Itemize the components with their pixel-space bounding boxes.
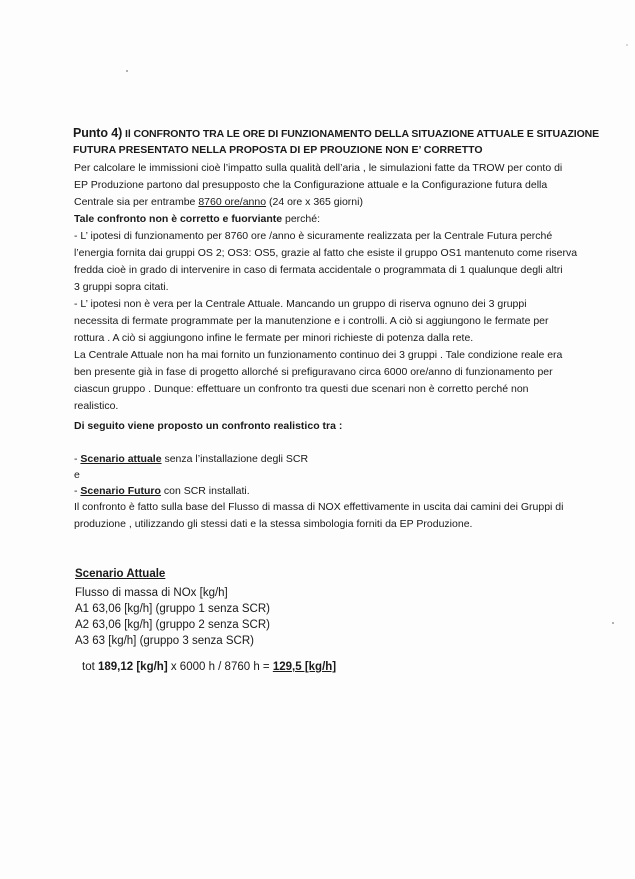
text-line: l’energia fornita dai gruppi OS 2; OS3: OS5, grazie al fatto che esiste il gruppo OS1 mantenuto come riserva <box>74 247 578 259</box>
scenario-title: Scenario Attuale <box>75 568 166 580</box>
section-number: Punto 4) <box>73 126 123 140</box>
text-line <box>74 194 577 211</box>
scan-speck <box>626 44 628 46</box>
text-span: (24 ore x 365 giorni) <box>266 196 363 208</box>
scenario-desc: con SCR installati. <box>160 485 250 497</box>
group-row: A2 63,06 [kg/h] (gruppo 2 senza SCR) <box>75 619 270 631</box>
text-line: produzione , utilizzando gli stessi dati e la stessa simbologia forniti da EP Produzione. <box>74 518 473 530</box>
list-dash: - <box>74 453 81 465</box>
text-line: ben presente già in fase di progetto allorché si prefiguravano circa 6000 ore/anno di funzionamento per <box>74 366 553 378</box>
proposal-heading: Di seguito viene proposto un confronto realistico tra : <box>74 420 343 432</box>
text-line: ciascun gruppo . Dunque: effettuare un confronto tra questi due scenari non è corretto perché non <box>74 383 529 395</box>
scenario-desc: senza l’installazione degli SCR <box>161 453 309 465</box>
text-line: Il confronto è fatto sulla base del Flusso di massa di NOX effettivamente in uscita dai camini dei Gruppi di <box>74 501 564 513</box>
text-line: La Centrale Attuale non ha mai fornito un funzionamento continuo dei 3 gruppi . Tale condizione reale era <box>74 349 563 361</box>
total-formula: x 6000 h / 8760 h = <box>167 661 273 673</box>
intro-paragraph <box>74 160 577 415</box>
scenario-list-item-2 <box>74 483 250 500</box>
scenario-list-item-1 <box>74 451 308 468</box>
text-line: EP Produzione partono dal presupposto che la Configurazione attuale e la Configurazione futura della <box>74 179 548 191</box>
section-heading-text: Il CONFRONTO TRA LE ORE DI FUNZIONAMENTO DELLA SITUAZIONE ATTUALE E SITUAZIONE <box>122 128 600 140</box>
conjunction: e <box>74 469 80 481</box>
group-row: A3 63 [kg/h] (gruppo 3 senza SCR) <box>75 635 254 647</box>
total-result: 129,5 [kg/h] <box>272 661 337 673</box>
scenario-label: Scenario Futuro <box>80 485 161 497</box>
scan-speck <box>126 70 128 72</box>
text-span: Centrale sia per entrambe <box>74 196 199 208</box>
comparison-note <box>74 499 563 533</box>
scenario-body <box>75 585 270 649</box>
text-line: - L’ ipotesi non è vera per la Centrale Attuale. Mancando un gruppo di riserva ognuno dei 3 gruppi <box>74 298 527 310</box>
text-line: Per calcolare le immissioni cioè l’impatto sulla qualità dell’aria , le simulazioni fatte da TROW per conto di <box>74 162 563 174</box>
text-line: rottura . A ciò si aggiungono infine le fermate per minori richieste di potenza dalla rete. <box>74 332 474 344</box>
text-line: realistico. <box>74 400 119 412</box>
emphasis-statement: Tale confronto non è corretto e fuorviante <box>74 213 283 225</box>
text-line <box>74 211 577 228</box>
total-calculation <box>82 661 336 673</box>
group-row: A1 63,06 [kg/h] (gruppo 1 senza SCR) <box>75 603 270 615</box>
total-sum: 189,12 [kg/h] <box>97 661 168 673</box>
scan-speck <box>612 622 614 624</box>
text-line: necessita di fermate programmate per la manutenzione e i controlli. A ciò si aggiungono le fermate per <box>74 315 549 327</box>
section-heading-line1 <box>73 126 599 140</box>
scenario-label: Scenario attuale <box>80 453 162 465</box>
text-span: perché: <box>282 213 321 225</box>
hours-underlined: 8760 ore/anno <box>198 196 267 208</box>
list-dash: - <box>74 485 81 497</box>
text-line: 3 gruppi sopra citati. <box>74 281 169 293</box>
section-heading-line2: FUTURA PRESENTATO NELLA PROPOSTA DI EP PROUZIONE NON E’ CORRETTO <box>73 144 483 156</box>
text-line: - L’ ipotesi di funzionamento per 8760 ore /anno è sicuramente realizzata per la Centrale Futura perché <box>74 230 553 242</box>
text-line: fredda cioè in grado di intervenire in caso di fermata accidentale o programmata di 1 qualunque degli altri <box>74 264 563 276</box>
flow-label: Flusso di massa di NOx [kg/h] <box>75 587 228 599</box>
total-prefix: tot <box>82 661 98 673</box>
